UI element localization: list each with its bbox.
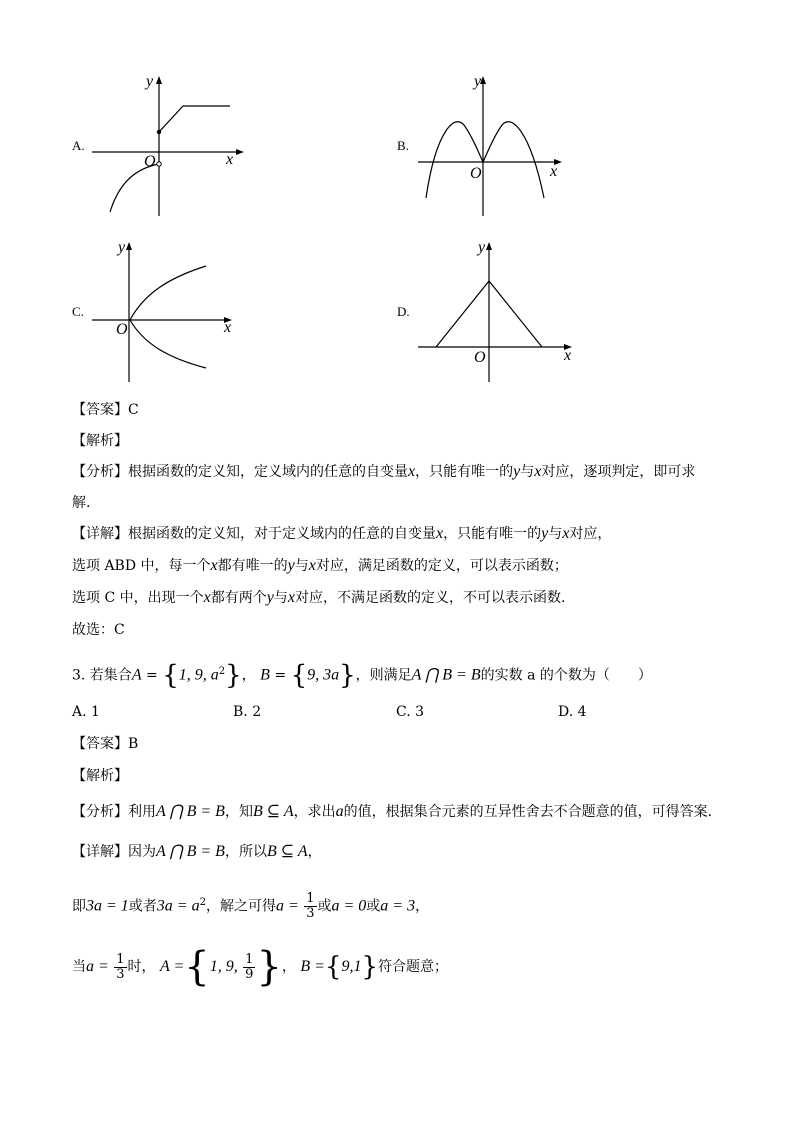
answer-tag: 【答案】 (72, 736, 128, 752)
graph-b (414, 70, 574, 220)
q2-abd: 选项 ABD 中，每一个x都有唯一的y与x对应，满足函数的定义，可以表示函数； (72, 557, 568, 574)
var-x: x (436, 525, 444, 542)
graph-d (414, 236, 584, 386)
graph-c-origin: O (116, 321, 128, 338)
xiangjie-tag: 【详解】 (72, 526, 128, 542)
q2-analysis-tag: 【解析】 (72, 433, 128, 449)
var-x: x (203, 589, 211, 606)
var-y: y (541, 525, 549, 542)
graph-d-label: D. (397, 304, 410, 319)
var-y: y (266, 589, 274, 606)
q2-xiangjie: 【详解】根据函数的定义知，对于定义域内的任意的自变量x，只能有唯一的y与x对应， (72, 525, 612, 542)
graph-a-label: A. (72, 138, 85, 153)
q3-fenxi: 【分析】利用A ⋂ B = B，知B ⊆ A，求出a的值，根据集合元素的互异性舍去不合题意的值，可得答案. (72, 803, 713, 820)
graph-a-y-label: y (146, 73, 154, 90)
q3-xiangjie: 【详解】因为A ⋂ B = B，所以B ⊆ A， (72, 843, 322, 860)
graph-c (88, 236, 248, 386)
q3-option-c: C. 3 (396, 704, 425, 720)
graph-d-origin: O (474, 349, 486, 366)
q3-analysis-tag: 【解析】 (72, 768, 128, 784)
fraction-one-ninth: $\frac{1}{9}$ (245, 951, 254, 982)
graph-b-origin: O (470, 165, 482, 182)
var-x: x (408, 463, 416, 480)
q3-answer (72, 734, 138, 754)
fraction-one-third: $\frac{1}{3}$ (306, 891, 315, 921)
graph-a-x-label: x (226, 151, 234, 168)
q2-choose: 故选：C (72, 622, 125, 638)
q3-solve-line: 即3a = 1或者$3a = a^2$，解之可得a = $\frac{1}{3}$ 或a = 0或a = 3， (72, 891, 430, 921)
var-x: x (534, 463, 542, 480)
q2-c: 选项 C 中，出现一个x都有两个y与x对应，不满足函数的定义，不可以表示函数. (72, 589, 566, 606)
answer-value: C (128, 402, 139, 418)
var-x: x (287, 589, 295, 606)
var-x: x (562, 525, 570, 542)
q3-stem: 3. 若集合A = {1, 9, $a^2$}， B = {9, 3a}，则满足A ⋂ B = B的实数 a 的个数为（ ） (72, 660, 652, 691)
fenxi-tag: 【分析】 (72, 464, 128, 480)
q3-case-line: 当a = $\frac{1}{3}$ 时， A ={1, 9, $\frac{1}{9}$ }， B ={9,1}符合题意； (72, 944, 449, 990)
graph-a-origin: O (144, 153, 156, 170)
q3-option-d: D. 4 (558, 704, 587, 720)
var-y: y (513, 463, 521, 480)
answer-value: B (128, 736, 139, 752)
q2-fenxi: 【分析】根据函数的定义知，定义域内的任意的自变量x，只能有唯一的y与x对应，逐项判定，即可求 (72, 463, 696, 480)
graph-d-x-label: x (564, 347, 572, 364)
q2-answer (72, 400, 139, 420)
fraction-one-third: $\frac{1}{3}$ (116, 951, 125, 982)
q3-option-b: B. 2 (233, 704, 262, 720)
var-y: y (287, 557, 295, 574)
graph-d-y-label: y (478, 239, 486, 256)
answer-tag: 【答案】 (72, 402, 128, 418)
var-x: x (308, 557, 316, 574)
graph-a (88, 70, 248, 220)
graph-c-x-label: x (224, 319, 232, 336)
graph-c-y-label: y (118, 239, 126, 256)
q2-fenxi-cont: 解. (72, 495, 91, 511)
var-x: x (210, 557, 218, 574)
graph-c-label: C. (72, 304, 84, 319)
graph-b-y-label: y (474, 73, 482, 90)
graph-b-label: B. (397, 138, 409, 153)
q3-option-a: A. 1 (72, 704, 100, 720)
graph-b-x-label: x (550, 163, 558, 180)
